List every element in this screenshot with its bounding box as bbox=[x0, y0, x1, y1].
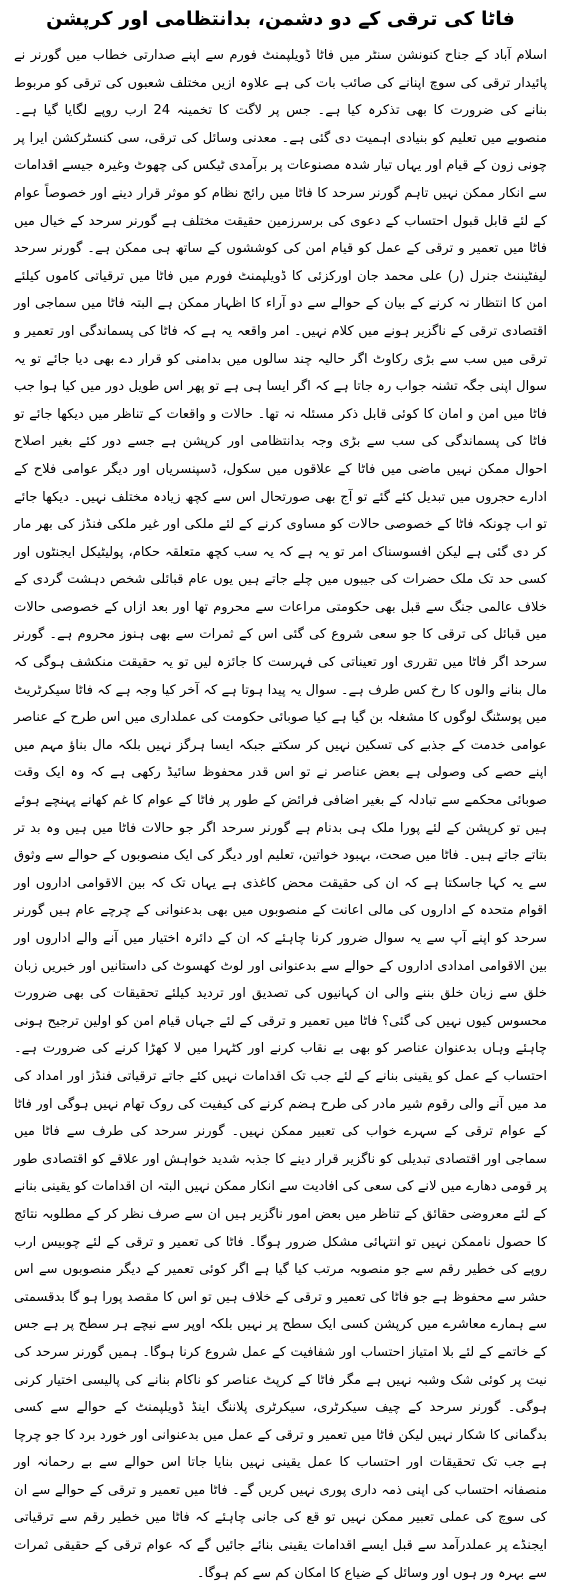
article-headline: فاٹا کی ترقی کے دو دشمن، بدانتظامی اور کرپشن bbox=[46, 8, 515, 30]
article-body: اسلام آباد کے جناح کنونشن سنٹر میں فاٹا ڈویلپمنٹ فورم سے اپنے صدارتی خطاب میں گورنر نے پائیدار ترقی کی سوچ اپنانے کی صائب بات کی ہے علاوہ ازیں مختلف شعبوں کی ترقی کو مربوط بنانے کی ضرورت کا بھی تذکرہ کیا ہے۔ جس پر لاگت کا تخمینہ 24 ارب روپے لگایا گیا ہے۔ منصوبے میں تعلیم کو بنیادی اہمیت دی گئی ہے۔ معدنی وسائل کی ترقی، سی کنسٹرکشن ایرا پر چونی زون کے قیام اور یہاں تیار شدہ مصنوعات پر برآمدی ٹیکس کی چھوٹ وغیرہ جیسے اقدامات سے انکار ممکن نہیں تاہم گورنر سرحد کا فاٹا میں رائج نظام کو موثر قرار دینے اور خصوصاً عوام کے لئے قابل قبول احتساب کے دعوی کی برسرزمین حقیقت مختلف ہے گورنر سرحد کے خیال میں فاٹا میں تعمیر و ترقی کے عمل کو قیام امن کی کوششوں کے ساتھ ہی ممکن ہے۔ گورنر سرحد لیفٹیننٹ جنرل (ر) علی محمد جان اورکزئی کا ڈویلپمنٹ فورم میں فاٹا میں ترقیاتی کاموں کیلئے امن کا انتظار نہ کرنے کے بیان کے حوالے سے دو آراء کا اظہار ممکن ہے البتہ فاٹا میں سماجی اور اقتصادی ترقی کے ناگزیر ہونے میں کلام نہیں۔ امر واقعہ یہ ہے کہ فاٹا کی پسماندگی اور تعمیر و ترقی میں سب سے بڑی رکاوٹ اگر حالیہ چند سالوں میں بدامنی کو قرار دے بھی دیا جائے تو یہ سوال اپنی جگہ تشنہ جواب رہ جاتا ہے کہ اگر ایسا ہی ہے تو پھر اس طویل دور میں کیا ہوا جب فاٹا میں امن و امان کا کوئی قابل ذکر مسئلہ نہ تھا۔ حالات و واقعات کے تناظر میں دیکھا جائے تو فاٹا کی پسماندگی کی سب سے بڑی وجہ بدانتظامی اور کرپشن ہے جسے دور کئے بغیر اصلاح احوال ممکن نہیں ماضی میں فاٹا کے علاقوں میں سکول، ڈسپنسریاں اور دیگر عوامی فلاح کے ادارے حجروں میں تبدیل کئے گئے تو آج بھی صورتحال اس سے کچھ زیادہ مختلف نہیں۔ دیکھا جائے تو اب چونکہ فاٹا کے خصوصی حالات کو مساوی کرنے کے لئے ملکی اور غیر ملکی فنڈز کی بھر مار کر دی گئی ہے لیکن افسوسناک امر تو یہ ہے کہ یہ سب کچھ متعلقہ حکام، پولیٹیکل ایجنٹوں اور کسی حد تک ملک حضرات کی جیبوں میں چلے جاتے ہیں یوں عام قبائلی شخص دہشت گردی کے خلاف عالمی جنگ سے قبل بھی حکومتی مراعات سے محروم تھا اور بعد ازاں کے خصوصی حالات میں قبائل کی ترقی کا جو سعی شروع کی گئی اس کے ثمرات سے بھی ہنوز محروم ہے۔ گورنر سرحد اگر فاٹا میں تقرری اور تعیناتی کی فہرست کا جائزہ لیں تو یہ حقیقت منکشف ہوگی کہ مال بنانے والوں کا رخ کس طرف ہے۔ سوال یہ پیدا ہوتا ہے کہ آخر کیا وجہ ہے کہ فاٹا سیکرٹریٹ میں پوسٹنگ لوگوں کا مشغلہ بن گیا ہے کیا صوبائی حکومت کی عملداری میں اس طرح کے عناصر عوامی خدمت کے جذبے کی تسکین نہیں کر سکتے جبکہ ایسا ہرگز نہیں بلکہ مال بناؤ مہم میں اپنے حصے کی وصولی ہے بعض عناصر نے تو اس قدر محفوظ سائیڈ رکھی ہے کہ وہ ایک وقت صوبائی محکمے سے تبادلہ کے بغیر اضافی فرائض کے طور پر فاٹا کے عوام کا غم کھانے پہنچے ہوئے ہیں تو کرپشن کے لئے پورا ملک ہی بدنام ہے گورنر سرحد اگر جو حالات فاٹا میں ہیں وہ بد تر بتاتے جاتے ہیں۔ فاٹا میں صحت، بہبود خواتین، تعلیم اور دیگر کی ایک منصوبوں کے حوالے سے وثوق سے یہ کہا جاسکتا ہے کہ ان کی حقیقت محض کاغذی ہے یہاں تک کہ بین الاقوامی اداروں اور اقوام متحدہ کے اداروں کی مالی اعانت کے منصوبوں میں بھی بدعنوانی کے چرچے عام ہیں گورنر سرحد کو اپنے آپ سے یہ سوال ضرور کرنا چاہئے کہ ان کے دائرہ اختیار میں آنے والے اداروں اور بین الاقوامی امدادی اداروں کے حوالے سے بدعنوانی اور لوٹ کھسوٹ کی داستانیں اور خبریں زبان خلق سے زبان خلق بننے والی ان کہانیوں کی تصدیق اور تردید کیلئے تحقیقات کی بھی ضرورت محسوس کیوں نہیں کی گئی؟ فاٹا میں تعمیر و ترقی کے لئے جہاں قیام امن کو اولین ترجیح ہونی چاہئے وہاں بدعنوان عناصر کو بھی بے نقاب کرنے اور کٹہرا میں لا کھڑا کرنے کی ضرورت ہے۔ احتساب کے عمل کو یقینی بنانے کے لئے جب تک اقدامات نہیں کئے جاتے ترقیاتی فنڈز اور امداد کی مد میں آنے والی رقوم شیر مادر کی طرح ہضم کرنے کی کیفیت کی روک تھام نہیں ہوگی اور فاٹا کے عوام ترقی کے سہرے خواب کی تعبیر ممکن نہیں۔ گورنر سرحد کی طرف سے فاٹا میں سماجی اور اقتصادی تبدیلی کو ناگزیر قرار دینے کا جذبہ شدید خواہش اور علاقے کو اقتصادی طور پر قومی دھارے میں لانے کی سعی کی افادیت سے انکار ممکن نہیں البتہ ان اقدامات کو یقینی بنانے کے لئے معروضی حقائق کے تناظر میں بعض امور ناگزیر ہیں ان سے صرف نظر کر کے مطلوبہ نتائج کا حصول ناممکن نہیں تو انتہائی مشکل ضرور ہوگا۔ فاٹا کی تعمیر و ترقی کے لئے چوبیس ارب روپے کی خطیر رقم سے جو منصوبہ مرتب کیا گیا ہے اگر کوئی تعمیر کے دیگر منصوبوں سے اس حشر سے محفوظ ہے جو فاٹا کی تعمیر و ترقی کے خلاف ہیں تو اس کا مقصد پورا ہو گا بدقسمتی سے ہمارے معاشرے میں کرپشن کسی ایک سطح پر نہیں بلکہ اوپر سے نیچے ہر سطح پر ہے جس کے خاتمے کے لئے بلا امتیاز احتساب اور شفافیت کے عمل شروع کرنا ہوگا۔ ہمیں گورنر سرحد کی نیت پر کوئی شک وشبہ نہیں ہے مگر فاٹا کے کرپٹ عناصر کو ناکام بنانے کی پالیسی اختیار کرنی ہوگی۔ گورنر سرحد کے چیف سیکرٹری، سیکرٹری پلاننگ اینڈ ڈویلپمنٹ کے حوالے سے کسی بدگمانی کا شکار نہیں لیکن فاٹا میں تعمیر و ترقی کے عمل میں بدعنوانی اور خورد برد کا جو چرچا ہے جب تک تحقیقات اور احتساب کا عمل یقینی نہیں بنایا جاتا اس حوالے سے بے رحمانہ اور منصفانہ احتساب کی اپنی ذمہ داری پوری نہیں کریں گے۔ فاٹا میں تعمیر و ترقی کے حوالے سے ان کی سوچ کی عملی تعبیر ممکن نہیں تو قع کی جانی چاہئے کہ فاٹا میں خطیر رقم سے ترقیاتی ایجنڈے پر عملدرآمد سے قبل ایسے اقدامات یقینی بنائے جائیں گے کہ عوام ترقی کے حقیقی ثمرات سے بہرہ ور ہوں اور وسائل کے ضیاع کا امکان کم سے کم ہوگا۔ bbox=[14, 48, 547, 1581]
